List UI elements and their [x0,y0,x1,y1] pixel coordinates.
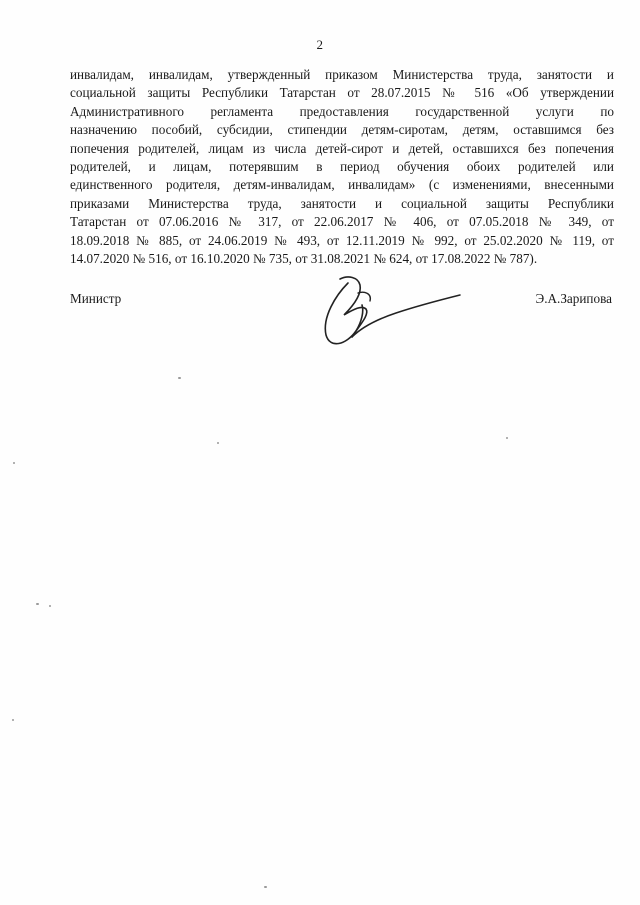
handwritten-signature [318,265,468,355]
body-line: единственного родителя, детям-инвалидам, инвалидам» (с изменениями, внесенными [70,177,614,193]
scan-speck [506,437,508,439]
body-line: назначению пособий, субсидии, стипендии детям-сиротам, детям, оставшимся без [70,122,614,138]
body-line: приказами Министерства труда, занятости и социальной защиты Республики [70,195,614,211]
scan-speck [36,603,39,605]
body-line: попечения родителей, лицам из числа детей-сирот и детей, оставшихся без попечения [70,140,614,156]
scan-speck [264,886,267,888]
scan-speck [178,377,181,379]
body-line: Административного регламента предоставления государственной услуги по [70,103,614,119]
body-line: инвалидам, инвалидам, утвержденный приказом Министерства труда, занятости и [70,67,614,82]
body-paragraph [70,66,614,268]
body-line: родителей, и лицам, потерявшим в период обучения обоих родителей или [70,159,614,175]
body-line: 18.09.2018 № 885, от 24.06.2019 № 493, от 12.11.2019 № 992, от 25.02.2020 № 119, от [70,232,614,248]
scan-speck [49,605,51,607]
body-line: Татарстан от 07.06.2016 № 317, от 22.06.2017 № 406, от 07.05.2018 № 349, от [70,214,614,230]
body-line: социальной защиты Республики Татарстан от 28.07.2015 № 516 «Об утверждении [70,85,614,101]
page-number: 2 [316,37,324,52]
scan-speck [12,719,14,721]
signatory-title: Министр [70,291,122,306]
signatory-name: Э.А.Зарипова [535,291,612,306]
scan-speck [217,442,219,444]
scan-speck [13,462,15,464]
body-line: 14.07.2020 № 516, от 16.10.2020 № 735, от 31.08.2021 № 624, от 17.08.2022 № 787). [70,251,538,267]
